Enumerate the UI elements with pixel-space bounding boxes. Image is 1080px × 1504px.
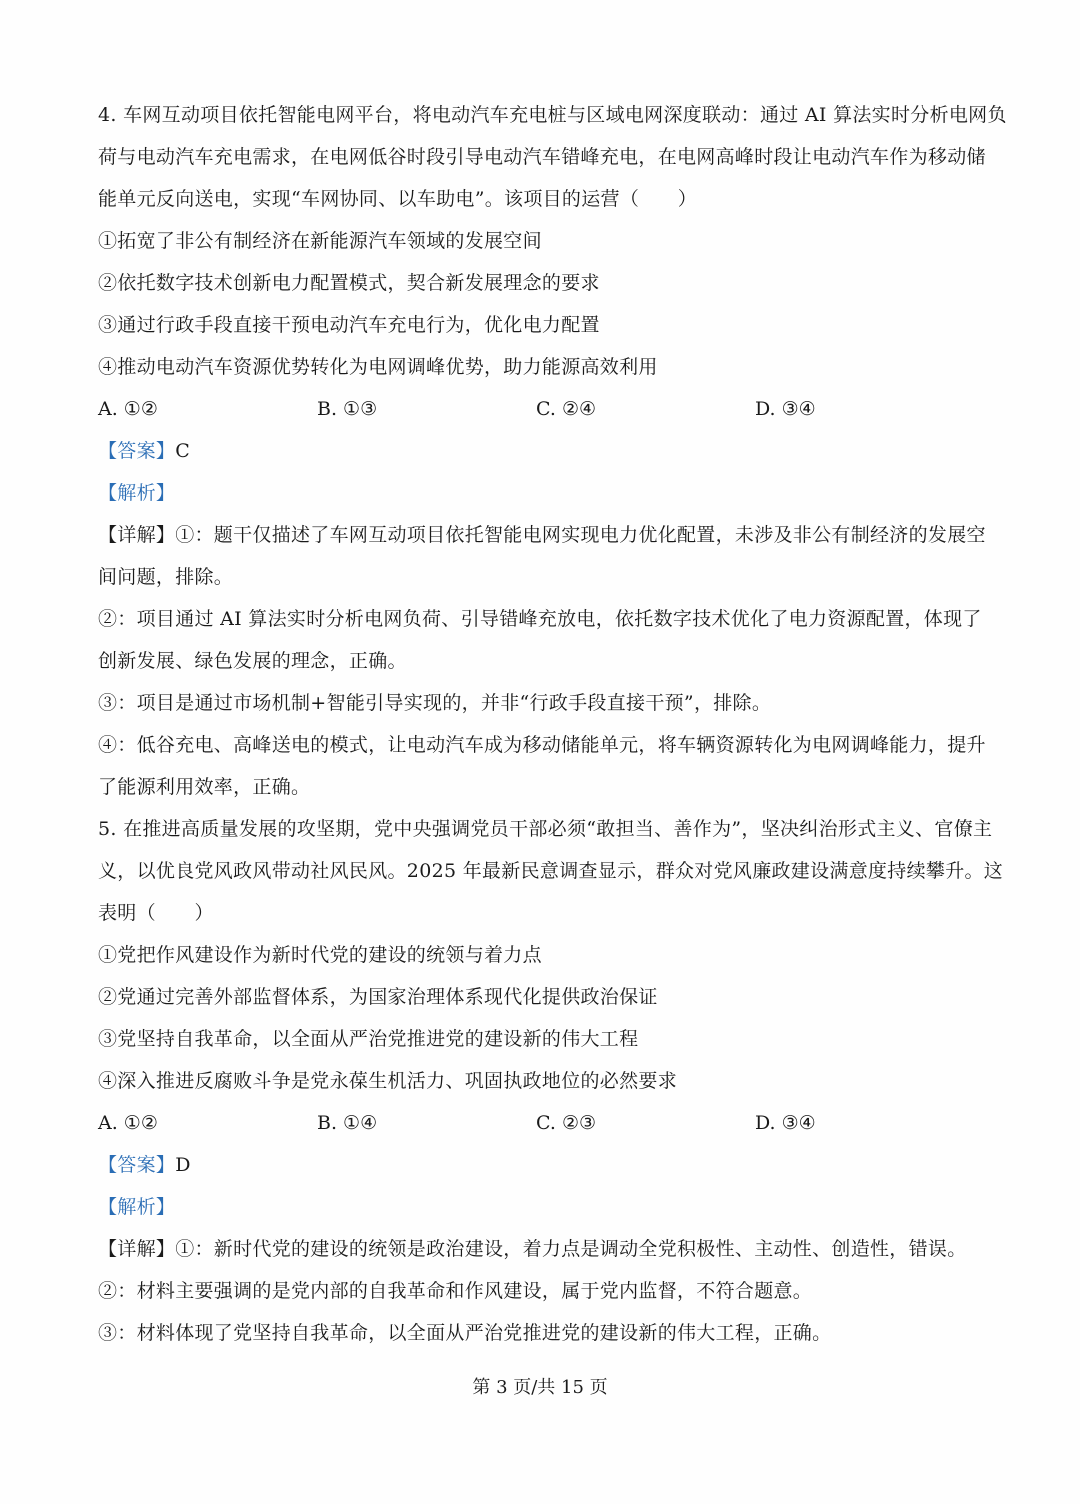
answer-value: C — [175, 440, 191, 462]
question-stem-line: 4. 车网互动项目依托智能电网平台，将电动汽车充电桩与区域电网深度联动：通过 AI 算法实时分析电网负 — [98, 104, 1007, 126]
detail-text: ①：新时代党的建设的统领是政治建设，着力点是调动全党积极性、主动性、创造性，错误。 — [175, 1238, 967, 1260]
statement-item: ①拓宽了非公有制经济在新能源汽车领域的发展空间 — [98, 230, 542, 252]
option-b: B. ①③ — [317, 398, 378, 420]
analysis-tag: 【解析】 — [98, 482, 176, 504]
option-d: D. ③④ — [755, 398, 816, 420]
answer-tag: 【答案】 — [98, 440, 176, 462]
detail-line — [98, 514, 986, 556]
question-stem-line: 义，以优良党风政风带动社风民风。2025 年最新民意调查显示，群众对党风廉政建设满意度持续攀升。这 — [98, 860, 1004, 882]
statement-item: ④深入推进反腐败斗争是党永葆生机活力、巩固执政地位的必然要求 — [98, 1070, 678, 1092]
detail-line: ③：项目是通过市场机制+智能引导实现的，并非“行政手段直接干预”，排除。 — [98, 692, 772, 714]
question-4 — [98, 94, 1007, 808]
answer-tag: 【答案】 — [98, 1154, 176, 1176]
page-footer — [0, 1374, 1080, 1402]
detail-line: 了能源利用效率，正确。 — [98, 776, 311, 798]
question-stem-line: 能单元反向送电，实现“车网协同、以车助电”。该项目的运营（ ） — [98, 188, 698, 210]
page-number: 第 3 页/共 15 页 — [472, 1377, 608, 1398]
statement-item: ②依托数字技术创新电力配置模式，契合新发展理念的要求 — [98, 272, 600, 294]
answer-line — [98, 430, 978, 472]
option-a: A. ①② — [98, 398, 158, 420]
page-content — [98, 94, 1007, 1354]
option-b: B. ①④ — [317, 1112, 378, 1134]
analysis-line — [98, 472, 978, 514]
question-5 — [98, 808, 1004, 1354]
analysis-line — [98, 1186, 978, 1228]
answer-options — [98, 1102, 978, 1144]
detail-text: ①：题干仅描述了车网互动项目依托智能电网实现电力优化配置，未涉及非公有制经济的发展空 — [175, 524, 986, 546]
answer-options — [98, 388, 978, 430]
detail-tag: 【详解】 — [98, 524, 176, 546]
question-stem-line: 荷与电动汽车充电需求，在电网低谷时段引导电动汽车错峰充电，在电网高峰时段让电动汽车作为移动储 — [98, 146, 986, 168]
detail-line: ②：项目通过 AI 算法实时分析电网负荷、引导错峰充放电，依托数字技术优化了电力资源配置，体现了 — [98, 608, 982, 630]
statement-item: ③党坚持自我革命，以全面从严治党推进党的建设新的伟大工程 — [98, 1028, 639, 1050]
answer-line — [98, 1144, 978, 1186]
statement-item: ④推动电动汽车资源优势转化为电网调峰优势，助力能源高效利用 — [98, 356, 658, 378]
option-d: D. ③④ — [755, 1112, 816, 1134]
detail-line: ②：材料主要强调的是党内部的自我革命和作风建设，属于党内监督，不符合题意。 — [98, 1280, 813, 1302]
option-a: A. ①② — [98, 1112, 158, 1134]
statement-item: ①党把作风建设作为新时代党的建设的统领与着力点 — [98, 944, 542, 966]
detail-line: ④：低谷充电、高峰送电的模式，让电动汽车成为移动储能单元，将车辆资源转化为电网调峰能力，提升 — [98, 734, 986, 756]
detail-line: ③：材料体现了党坚持自我革命，以全面从严治党推进党的建设新的伟大工程，正确。 — [98, 1322, 832, 1344]
statement-item: ②党通过完善外部监督体系，为国家治理体系现代化提供政治保证 — [98, 986, 658, 1008]
statement-item: ③通过行政手段直接干预电动汽车充电行为，优化电力配置 — [98, 314, 600, 336]
detail-line — [98, 1228, 978, 1270]
detail-tag: 【详解】 — [98, 1238, 176, 1260]
answer-value: D — [175, 1154, 191, 1176]
option-c: C. ②③ — [536, 1112, 597, 1134]
detail-line: 创新发展、绿色发展的理念，正确。 — [98, 650, 407, 672]
option-c: C. ②④ — [536, 398, 597, 420]
detail-line: 间问题，排除。 — [98, 566, 234, 588]
analysis-tag: 【解析】 — [98, 1196, 176, 1218]
question-stem-line: 5. 在推进高质量发展的攻坚期，党中央强调党员干部必须“敢担当、善作为”，坚决纠治形式主义、官僚主 — [98, 818, 993, 840]
question-stem-line: 表明（ ） — [98, 902, 214, 924]
